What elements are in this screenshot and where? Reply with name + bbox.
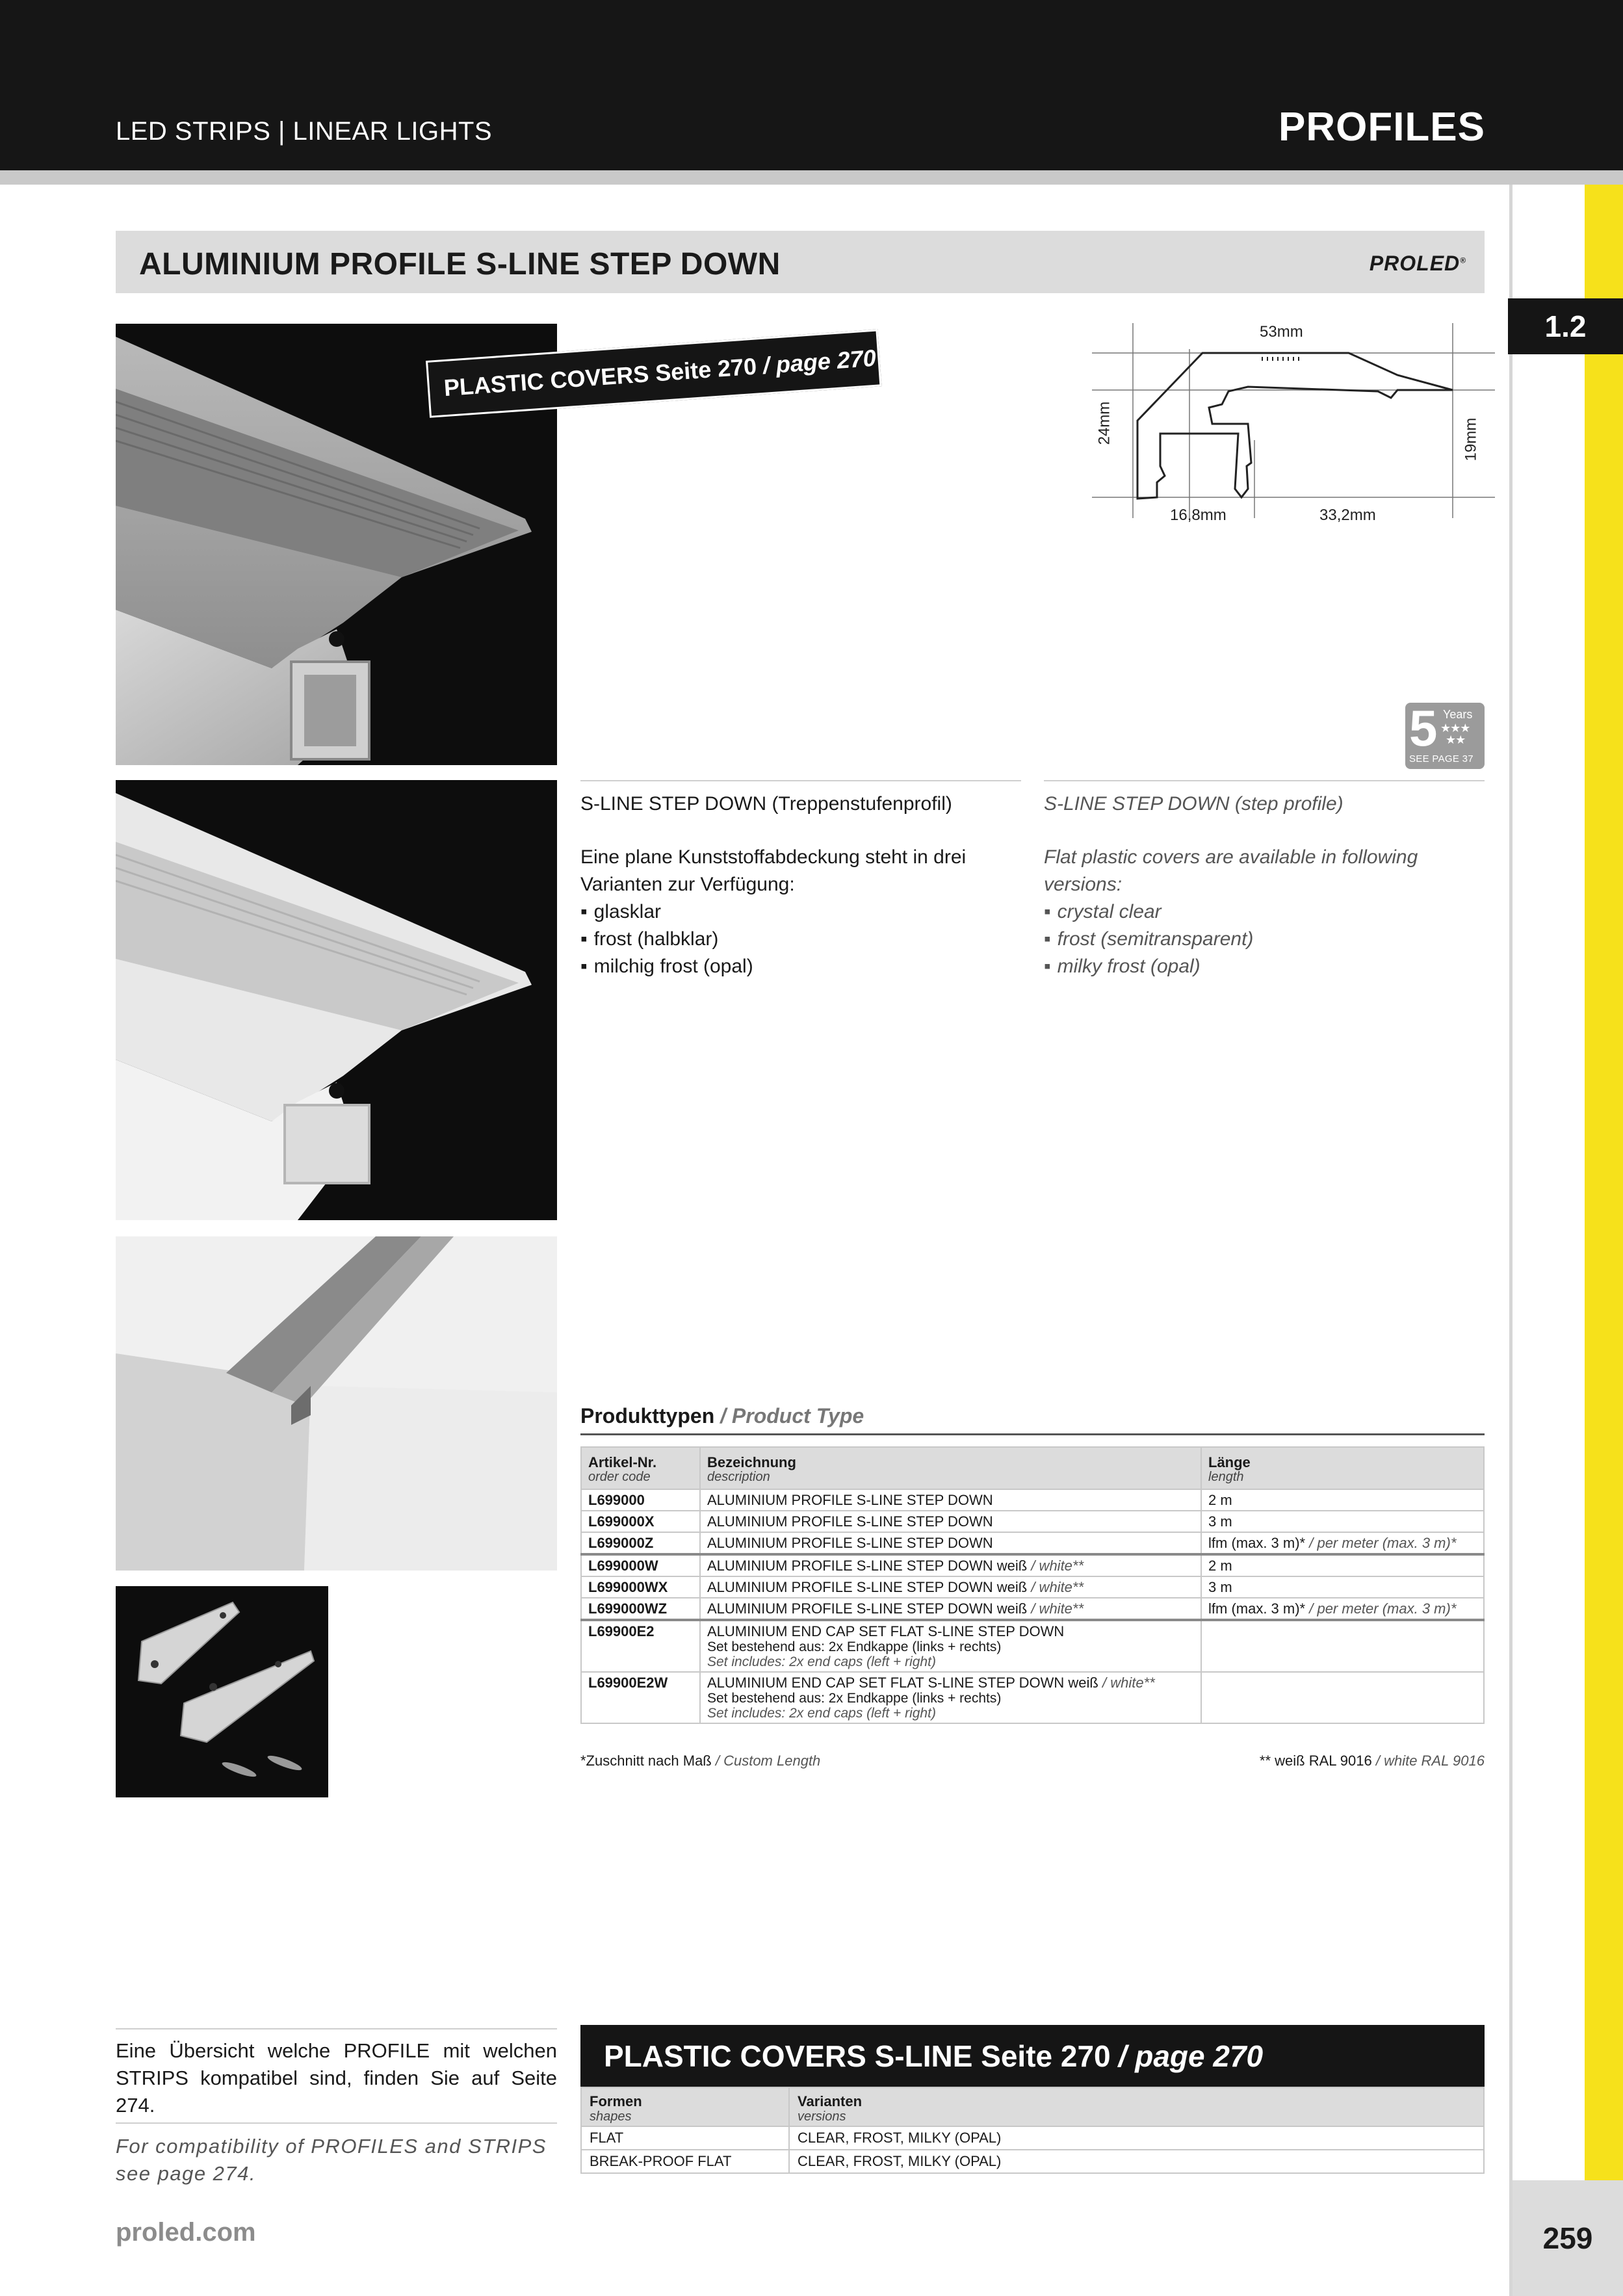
col-order-code: Artikel-Nr. order code: [581, 1447, 700, 1489]
col-length: Länge length: [1201, 1447, 1484, 1489]
warranty-see-page: SEE PAGE 37: [1409, 753, 1474, 764]
plastic-covers-table: [580, 2087, 1485, 2174]
description-german: [580, 780, 1021, 980]
desc-en-intro: Flat plastic covers are available in following versions:: [1044, 846, 1418, 895]
table-row[interactable]: L69900E2 ALUMINIUM END CAP SET FLAT S-LINE STEP DOWN Set bestehend aus: 2x Endkappe (links + rechts) Set includes: 2x end caps (left + right): [581, 1620, 1484, 1672]
cover-tag-de: PLASTIC COVERS Seite 270: [443, 352, 758, 402]
brand-mark: ®: [1460, 255, 1466, 265]
section-tab[interactable]: 1.2: [1508, 298, 1623, 354]
brand-logo: [1370, 252, 1466, 276]
title-band: [116, 231, 1485, 293]
desc-de-title: S-LINE STEP DOWN (Treppenstufenprofil): [580, 793, 952, 815]
col-description: Bezeichnung description: [700, 1447, 1201, 1489]
list-item: ▪ glasklar: [580, 898, 1021, 926]
col-versions: Varianten versions: [789, 2087, 1484, 2126]
footnote-ral: ** weiß RAL 9016 / white RAL 9016: [1259, 1753, 1485, 1769]
desc-en-title: S-LINE STEP DOWN (step profile): [1044, 793, 1344, 815]
dim-height-left: 24mm: [1095, 401, 1113, 445]
plastic-covers-heading[interactable]: PLASTIC COVERS S-LINE Seite 270 / page 270: [580, 2025, 1485, 2087]
list-item: ▪ frost (halbklar): [580, 926, 1021, 953]
dimension-drawing: [1092, 317, 1495, 534]
table-row[interactable]: L699000X ALUMINIUM PROFILE S-LINE STEP DOWN 3 m: [581, 1511, 1484, 1532]
table-row[interactable]: L699000WZ ALUMINIUM PROFILE S-LINE STEP DOWN weiß / white** lfm (max. 3 m)* / per meter (max. 3 m)*: [581, 1598, 1484, 1620]
header-divider: [0, 170, 1623, 185]
website-link[interactable]: proled.com: [116, 2218, 256, 2247]
installation-photo: [116, 1236, 557, 1571]
table-row[interactable]: L699000W ALUMINIUM PROFILE S-LINE STEP DOWN weiß / white** 2 m: [581, 1554, 1484, 1576]
dim-width-top: 53mm: [1260, 323, 1303, 341]
list-item: ▪ milky frost (opal): [1044, 953, 1485, 980]
warranty-number: 5: [1409, 699, 1438, 757]
dim-bottom-left: 16,8mm: [1170, 506, 1227, 524]
table-row[interactable]: L69900E2W ALUMINIUM END CAP SET FLAT S-LINE STEP DOWN weiß / white** Set bestehend aus: 2x Endkappe (links + rechts) Set includes: 2x end caps (left + right): [581, 1672, 1484, 1723]
desc-en-list: [1044, 898, 1485, 980]
dim-height-right: 19mm: [1462, 417, 1480, 462]
description-english: [1044, 780, 1485, 980]
brand-name: PROLED: [1369, 252, 1461, 275]
desc-de-intro: Eine plane Kunststoffabdeckung steht in drei Varianten zur Verfügung:: [580, 846, 967, 895]
header-section: PROFILES: [1278, 105, 1485, 150]
header-category: LED STRIPS | LINEAR LIGHTS: [116, 117, 493, 146]
page-number: 259: [1513, 2180, 1623, 2296]
warranty-years: Years: [1443, 708, 1473, 721]
desc-de-list: [580, 898, 1021, 980]
list-item: ▪ frost (semitransparent): [1044, 926, 1485, 953]
end-cap-photo: [116, 1586, 328, 1797]
table-row[interactable]: FLAT CLEAR, FROST, MILKY (OPAL): [581, 2126, 1484, 2150]
list-item: ▪ milchig frost (opal): [580, 953, 1021, 980]
page-title: ALUMINIUM PROFILE S-LINE STEP DOWN: [139, 247, 781, 281]
product-type-table: [580, 1446, 1485, 1724]
accent-bar: [1585, 185, 1623, 2180]
table-header-row: [581, 2087, 1484, 2126]
cover-tag-en: / page 270: [762, 344, 877, 379]
warranty-stars-icon: ★★★ ★★: [1440, 722, 1470, 746]
list-item: ▪ crystal clear: [1044, 898, 1485, 926]
col-shapes: Formen shapes: [581, 2087, 789, 2126]
table-row[interactable]: L699000 ALUMINIUM PROFILE S-LINE STEP DOWN 2 m: [581, 1489, 1484, 1511]
compat-note-en: For compatibility of PROFILES and STRIPS see page 274.: [116, 2122, 557, 2187]
product-photo-white: [116, 780, 557, 1220]
product-type-heading: Produkttypen / Product Type: [580, 1404, 1485, 1435]
table-row[interactable]: L699000WX ALUMINIUM PROFILE S-LINE STEP DOWN weiß / white** 3 m: [581, 1576, 1484, 1598]
table-header-row: [581, 1447, 1484, 1489]
compat-note-de: Eine Übersicht welche PROFILE mit welchen STRIPS kompatibel sind, finden Sie auf Seite 274.: [116, 2028, 557, 2119]
table-row[interactable]: BREAK-PROOF FLAT CLEAR, FROST, MILKY (OPAL): [581, 2150, 1484, 2173]
table-row[interactable]: L699000Z ALUMINIUM PROFILE S-LINE STEP DOWN lfm (max. 3 m)* / per meter (max. 3 m)*: [581, 1532, 1484, 1554]
dim-bottom-right: 33,2mm: [1319, 506, 1376, 524]
warranty-badge[interactable]: [1405, 699, 1485, 769]
footnote-custom-length: *Zuschnitt nach Maß / Custom Length: [580, 1753, 821, 1769]
